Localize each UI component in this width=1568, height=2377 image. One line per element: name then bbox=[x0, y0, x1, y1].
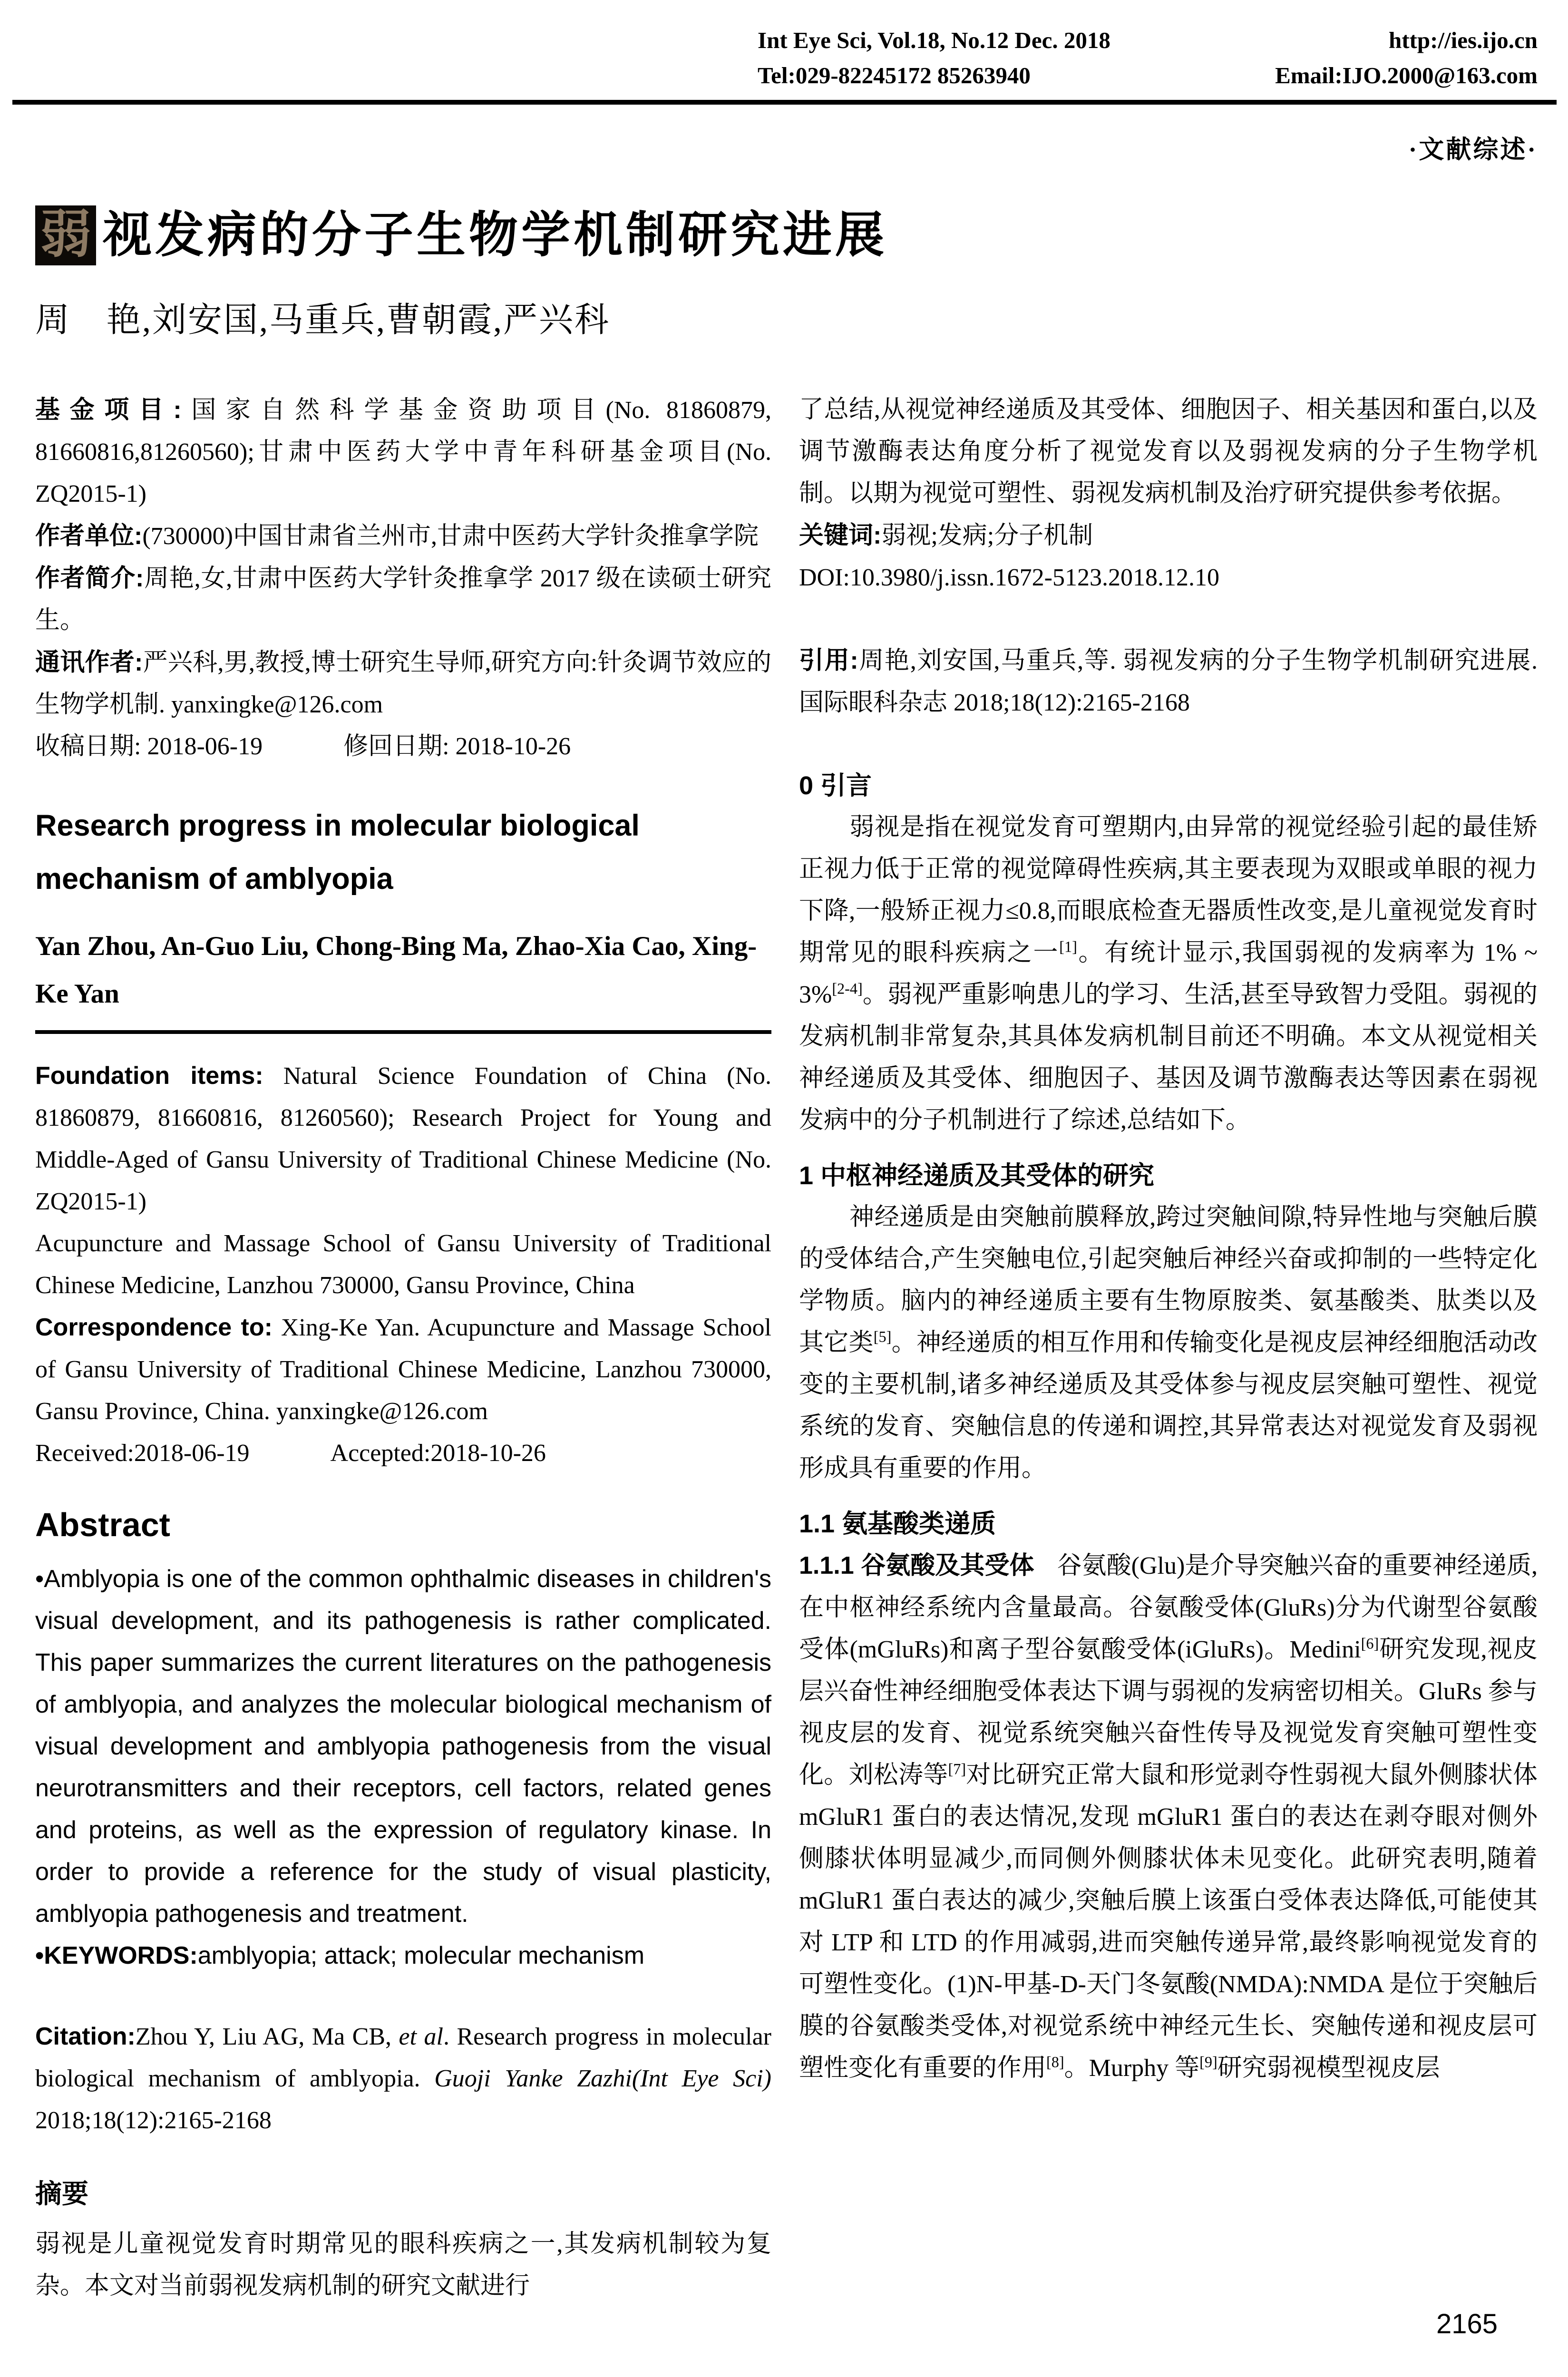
section-1-heading: 1 中枢神经递质及其受体的研究 bbox=[799, 1161, 1155, 1190]
keywords-cn-line bbox=[799, 515, 1538, 557]
affiliation-text: (730000)中国甘肃省兰州市,甘肃中医药大学针灸推拿学院 bbox=[142, 523, 759, 550]
section-1-1-1-heading: 1.1.1 谷氨酸及其受体 bbox=[799, 1552, 1034, 1579]
citation-part3: 2018;18(12):2165-2168 bbox=[35, 2107, 272, 2134]
keywords-text: amblyopia; attack; molecular mechanism bbox=[197, 1942, 645, 1969]
article-title: 视发病的分子生物学机制研究进展 bbox=[103, 208, 887, 263]
left-column-divider bbox=[35, 1030, 771, 1034]
citation-cn-text: 周艳,刘安国,马重兵,等. 弱视发病的分子生物学机制研究进展. 国际眼科杂志 2018;18(12):2165-2168 bbox=[799, 647, 1538, 716]
keywords-cn-text: 弱视;发病;分子机制 bbox=[881, 522, 1093, 549]
affiliation-paragraph bbox=[35, 515, 771, 557]
abstract-heading: Abstract bbox=[35, 1506, 170, 1543]
two-column-body bbox=[35, 389, 1538, 2307]
fund-paragraph bbox=[35, 389, 771, 515]
keywords-cn-label: 关键词: bbox=[799, 522, 882, 549]
citation-journal: Guoji Yanke Zazhi(Int Eye Sci) bbox=[434, 2065, 771, 2092]
citation-label: Citation: bbox=[35, 2023, 136, 2050]
citation-cn-paragraph bbox=[799, 640, 1538, 724]
revised-date-cn: 修回日期: 2018-10-26 bbox=[343, 733, 571, 760]
correspondent-cn-label: 通讯作者: bbox=[35, 649, 143, 676]
header-line-1 bbox=[758, 23, 1538, 58]
accepted-date-en: Accepted:2018-10-26 bbox=[330, 1440, 546, 1467]
journal-url: http://ies.ijo.cn bbox=[1388, 27, 1538, 53]
section-1-body: 神经递质是由突触前膜释放,跨过突触间隙,特异性地与突触后膜的受体结合,产生突触电位,引起突触后神经兴奋或抑制的一些特定化学物质。脑内的神经递质主要有生物原胺类、氨基酸类、肽类以及其它类[5]。神经递质的相互作用和传输变化是视皮层神经细胞活动改变的主要机制,诸多神经递质及其受体参与视皮层突触可塑性、视觉系统的发育、突触信息的传递和调控,其异常表达对视觉发育及弱视形成具有重要的作用。 bbox=[799, 1204, 1538, 1482]
header-line-2 bbox=[758, 58, 1538, 93]
section-1-1-1-paragraph bbox=[799, 1545, 1538, 2089]
correspondence-en-paragraph bbox=[35, 1306, 771, 1432]
journal-phone: Tel:029-82245172 85263940 bbox=[758, 62, 1031, 88]
section-0-heading: 0 引言 bbox=[799, 771, 872, 800]
citation-etal: et al bbox=[399, 2023, 443, 2050]
title-dropcap: 弱 bbox=[39, 207, 91, 263]
doi-line: DOI:10.3980/j.issn.1672-5123.2018.12.10 bbox=[799, 564, 1219, 591]
correspondence-en-text: Xing-Ke Yan. Acupuncture and Massage School of Gansu University of Traditional Chinese Medicine, Lanzhou 730000, Gansu Province, China. yanxingke@126.com bbox=[35, 1314, 771, 1425]
section-0-body: 弱视是指在视觉发育可塑期内,由异常的视觉经验引起的最佳矫正视力低于正常的视觉障碍性疾病,其主要表现为双眼或单眼的视力下降,一般矫正视力≤0.8,而眼底检查无器质性改变,是儿童视觉发育时期常见的眼科疾病之一[1]。有统计显示,我国弱视的发病率为 1% ~ 3%[2-4]。弱视严重影响患儿的学习、生活,甚至导致智力受阻。弱视的发病机制非常复杂,其具体发病机制目前还不明确。本文从视觉相关神经递质及其受体、细胞因子、基因及调节激酶表达等因素在弱视发病中的分子机制进行了综述,总结如下。 bbox=[799, 814, 1538, 1134]
dates-en-line bbox=[35, 1432, 771, 1474]
authors-english: Yan Zhou, An-Guo Liu, Chong-Bing Ma, Zhao-Xia Cao, Xing-Ke Yan bbox=[35, 931, 757, 1009]
bio-paragraph bbox=[35, 557, 771, 642]
journal-header-block bbox=[758, 23, 1538, 93]
citation-cn-label: 引用: bbox=[799, 647, 858, 674]
received-date-cn: 收稿日期: 2018-06-19 bbox=[35, 733, 263, 760]
dates-cn-line bbox=[35, 726, 771, 768]
received-date-en: Received:2018-06-19 bbox=[35, 1440, 250, 1467]
journal-header bbox=[35, 23, 1538, 93]
journal-email: Email:IJO.2000@163.com bbox=[1275, 62, 1538, 88]
fund-label: 基金项目: bbox=[35, 396, 182, 424]
correspondent-cn-text: 严兴科,男,教授,博士研究生导师,研究方向:针灸调节效应的生物学机制. yanxingke@126.com bbox=[35, 649, 771, 718]
bio-label: 作者简介: bbox=[35, 565, 144, 592]
page-number: 2165 bbox=[1436, 2309, 1498, 2339]
authors-chinese: 周 艳,刘安国,马重兵,曹朝霞,严兴科 bbox=[35, 301, 611, 339]
correspondent-cn-paragraph bbox=[35, 642, 771, 726]
correspondence-en-label: Correspondence to: bbox=[35, 1314, 273, 1341]
affiliation-label: 作者单位: bbox=[35, 522, 143, 550]
article-type-label: ·文献综述· bbox=[1408, 136, 1538, 164]
section-1-1-1-body: 谷氨酸(Glu)是介导突触兴奋的重要神经递质,在中枢神经系统内含量最高。谷氨酸受体(GluRs)分为代谢型谷氨酸受体(mGluRs)和离子型谷氨酸受体(iGluRs)。Medini[6]研究发现,视皮层兴奋性神经细胞受体表达下调与弱视的发病密切相关。GluRs 参与视皮层的发育、视觉系统突触兴奋性传导及视觉发育突触可塑性变化。刘松涛等[7]对比研究正常大鼠和形觉剥夺性弱视大鼠外侧膝状体 mGluR1 蛋白的表达情况,发现 mGluR1 蛋白的表达在剥夺眼对侧外侧膝状体明显减少,而同侧外侧膝状体未见变化。此研究表明,随着 mGluR1 蛋白表达的减少,突触后膜上该蛋白受体表达降低,可能使其对 LTP 和 LTD 的作用减弱,进而突触传递异常,最终影响视觉发育的可塑性变化。(1)N-甲基-D-天门冬氨酸(NMDA):NMDA 是位于突触后膜的谷氨酸类受体,对视觉系统中神经元生长、突触传递和视皮层可塑性变化有重要的作用[8]。Murphy 等[9]研究弱视模型视皮层 bbox=[799, 1552, 1538, 2082]
left-column bbox=[35, 389, 771, 2307]
section-1-1-heading: 1.1 氨基酸类递质 bbox=[799, 1510, 996, 1538]
header-divider bbox=[12, 100, 1557, 105]
keywords-label: •KEYWORDS: bbox=[35, 1942, 198, 1969]
article-title-row bbox=[35, 205, 1538, 265]
abstract-cn-continuation: 了总结,从视觉神经递质及其受体、细胞因子、相关基因和蛋白,以及调节激酶表达角度分析了视觉发育以及弱视发病的分子生物学机制。以期为视觉可塑性、弱视发病机制及治疗研究提供参考依据。 bbox=[799, 396, 1538, 507]
title-dropcap-box bbox=[35, 205, 96, 265]
citation-paragraph bbox=[35, 2016, 771, 2142]
abstract-cn-text: 弱视是儿童视觉发育时期常见的眼科疾病之一,其发病机制较为复杂。本文对当前弱视发病机制的研究文献进行 bbox=[35, 2231, 771, 2299]
keywords-line bbox=[35, 1935, 771, 1977]
journal-volume-info: Int Eye Sci, Vol.18, No.12 Dec. 2018 bbox=[758, 27, 1110, 53]
fund-text: 国家自然科学基金资助项目(No. 81860879, 81660816,81260560);甘肃中医药大学中青年科研基金项目(No. ZQ2015-1) bbox=[35, 397, 771, 507]
bio-text: 周艳,女,甘肃中医药大学针灸推拿学 2017 级在读硕士研究生。 bbox=[35, 565, 771, 634]
citation-part2: . Research progress in molecular biological mechanism of amblyopia. bbox=[35, 2023, 771, 2092]
abstract-cn-heading: 摘要 bbox=[35, 2179, 88, 2209]
abstract-text: •Amblyopia is one of the common ophthalmic diseases in children's visual development, and its pathogenesis is rather complicated. This paper summarizes the current literatures on the pathogenesis of amblyopia, and analyzes the molecular biological mechanism of visual development and amblyopia pathogenesis from the visual neurotransmitters and their receptors, cell factors, related genes and proteins, as well as the expression of regulatory kinase. In order to provide a reference for the study of visual plasticity, amblyopia pathogenesis and treatment. bbox=[35, 1565, 771, 1928]
affiliation-en-paragraph: Acupuncture and Massage School of Gansu University of Traditional Chinese Medicine, Lanzhou 730000, Gansu Province, China bbox=[35, 1230, 771, 1299]
foundation-paragraph bbox=[35, 1055, 771, 1223]
article-title-english: Research progress in molecular biological mechanism of amblyopia bbox=[35, 809, 640, 896]
foundation-label: Foundation items: bbox=[35, 1062, 263, 1090]
foundation-text: Natural Science Foundation of China (No. 81860879, 81660816, 81260560); Research Project for Young and Middle-Aged of Gansu University of Traditional Chinese Medicine (No. ZQ2015-1) bbox=[35, 1062, 772, 1215]
citation-part1: Zhou Y, Liu AG, Ma CB, bbox=[135, 2023, 399, 2050]
right-column bbox=[799, 389, 1538, 2307]
